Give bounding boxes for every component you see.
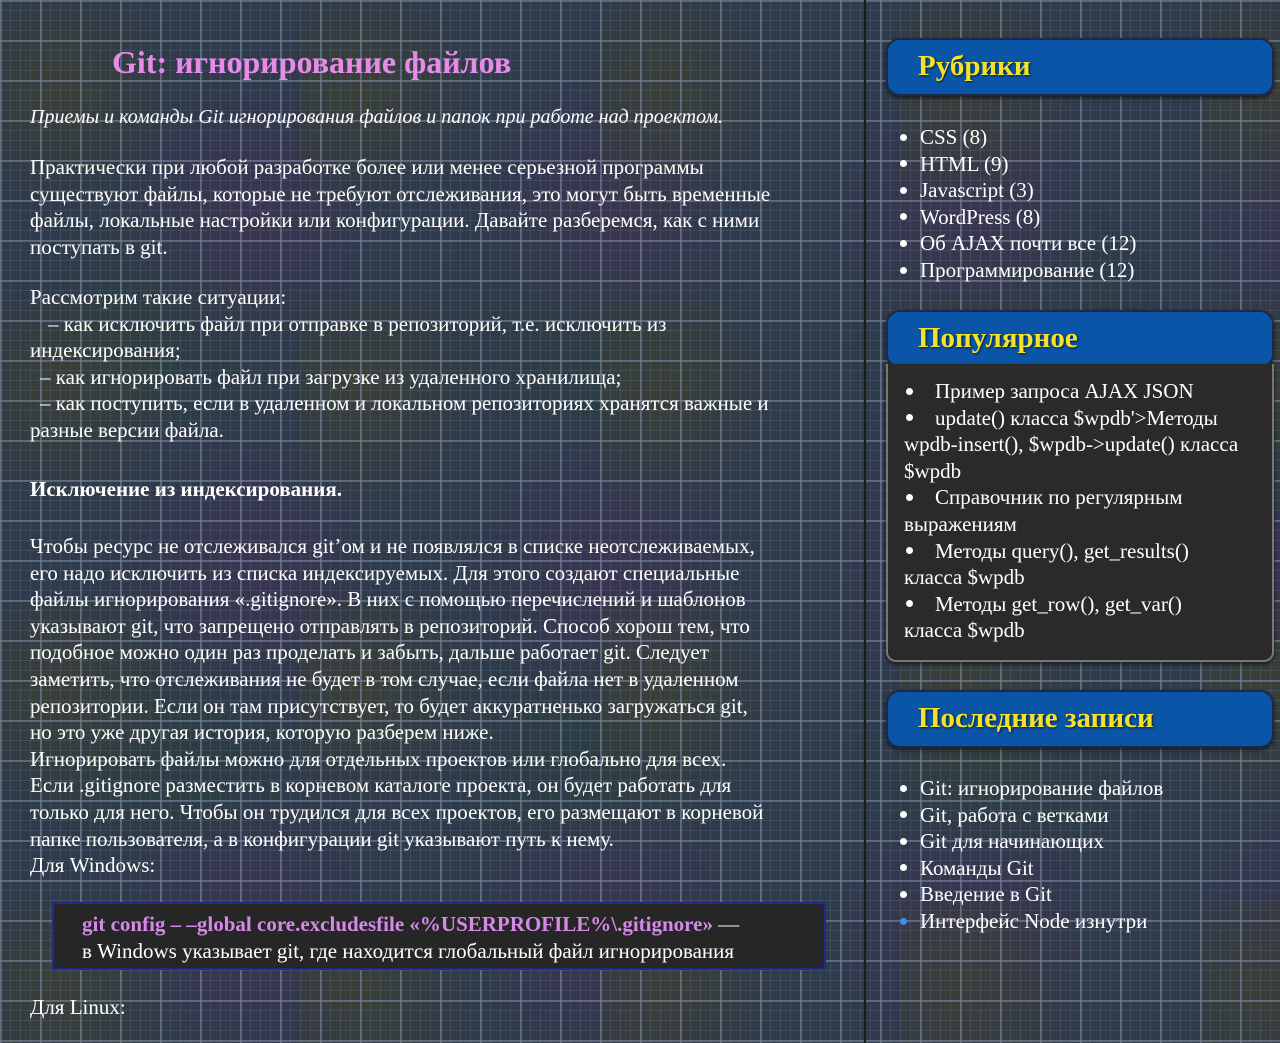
body-line: Для Windows: — [30, 853, 156, 878]
intro-line: файлы, локальные настройки или конфигурации. Давайте разберемся, как с ними — [30, 208, 760, 233]
bullet-icon — [900, 891, 907, 898]
situations-intro: Рассмотрим такие ситуации: — [30, 285, 287, 309]
situation-line: – как поступить, если в удаленном и локальном репозиториях хранятся важные и — [40, 391, 769, 416]
popular-link[interactable]: Справочник по регулярным — [935, 485, 1183, 510]
popular-item[interactable] — [904, 538, 1272, 591]
recent-item[interactable] — [900, 855, 1163, 882]
popular-link-cont[interactable]: выражениям — [904, 511, 1017, 536]
body-line: но это уже другая история, которую разберем ниже. — [30, 720, 494, 745]
post-subtitle: Приемы и команды Git игнорирования файлов и папок при работе над проектом. — [30, 106, 724, 128]
popular-link[interactable]: Методы get_row(), get_var() — [935, 591, 1182, 616]
body-line: Игнорировать файлы можно для отдельных проектов или глобально для всех. — [30, 746, 727, 771]
bullet-icon — [900, 213, 907, 220]
popular-link-cont[interactable]: $wpdb — [904, 458, 962, 483]
bullet-icon — [900, 838, 907, 845]
bullet-icon — [900, 187, 907, 194]
code-line — [82, 911, 796, 938]
bullet-icon — [900, 785, 907, 792]
body-line: его надо исключить из списка индексируемых. Для этого создают специальные — [30, 560, 740, 585]
bullet-icon — [900, 240, 907, 247]
body-line: файлы игнорирования «.gitignore». В них с помощью перечислений и шаблонов — [30, 587, 746, 612]
recent-link[interactable]: Команды Git — [920, 855, 1034, 880]
popular-item[interactable] — [904, 591, 1272, 644]
code-command: git config – –global core.excludesfile «%USERPROFILE%\.gitignore» — [82, 912, 713, 936]
code-description: в Windows указывает git, где находится глобальный файл игнорирования — [82, 938, 735, 963]
bullet-icon — [900, 267, 907, 274]
popular-link-cont[interactable]: класса $wpdb — [904, 565, 1025, 590]
category-link[interactable]: Программирование (12) — [920, 257, 1135, 282]
intro-line: Практически при любой разработке более или менее серьезной программы — [30, 155, 704, 179]
category-link[interactable]: Javascript (3) — [920, 178, 1034, 203]
intro-line: поступать в git. — [30, 234, 168, 259]
recent-posts-list — [900, 775, 1163, 935]
body-line: подобное можно один раз проделать и забыть, дальше работает git. Следует — [30, 640, 709, 665]
post-title: Git: игнорирование файлов — [112, 44, 512, 80]
popular-widget-title: Популярное — [886, 310, 1274, 368]
situation-line: – как исключить файл при отправке в репозиторий, т.е. исключить из — [48, 311, 667, 336]
popular-item[interactable] — [904, 484, 1272, 537]
body-line: Если .gitignore разместить в корневом каталоге проекта, он будет работать для — [30, 773, 732, 798]
recent-widget-title: Последние записи — [886, 690, 1274, 748]
body-line: указывают git, что запрещено отправлять в репозиторий. Способ хорош тем, что — [30, 613, 750, 638]
bullet-icon — [900, 160, 907, 167]
popular-item[interactable] — [904, 378, 1272, 405]
recent-item[interactable] — [900, 908, 1163, 935]
recent-item[interactable] — [900, 802, 1163, 829]
bullet-icon — [906, 600, 913, 607]
sidebar — [866, 0, 1280, 1043]
bullet-icon — [900, 811, 907, 818]
body-line: Чтобы ресурс не отслеживался git’ом и не появлялся в списке неотслеживаемых, — [30, 534, 755, 558]
bullet-icon — [906, 547, 913, 554]
popular-link[interactable]: Методы query(), get_results() — [935, 538, 1189, 563]
situation-line: разные версии файла. — [30, 417, 224, 442]
section-body — [30, 533, 855, 879]
category-item[interactable] — [900, 124, 1136, 151]
category-item[interactable] — [900, 151, 1136, 178]
popular-link-cont[interactable]: класса $wpdb — [904, 618, 1025, 643]
bullet-icon — [906, 494, 913, 501]
linux-label: Для Linux: — [30, 995, 126, 1019]
category-item[interactable] — [900, 257, 1136, 284]
category-link[interactable]: HTML (9) — [920, 151, 1009, 176]
bullet-icon — [906, 388, 913, 395]
category-item[interactable] — [900, 230, 1136, 257]
body-line: заметить, что отслеживания не будет в том случае, если файла нет в удаленном — [30, 666, 739, 691]
popular-list — [904, 378, 1272, 644]
category-link[interactable]: WordPress (8) — [920, 204, 1041, 229]
category-item[interactable] — [900, 204, 1136, 231]
popular-box — [886, 364, 1274, 662]
categories-widget-title: Рубрики — [886, 38, 1274, 96]
popular-link[interactable]: Пример запроса AJAX JSON — [935, 379, 1194, 403]
body-line: папке пользователя, а в конфигурации git указывают путь к нему. — [30, 826, 614, 851]
situation-line: индексирования; — [30, 338, 181, 363]
body-line: репозитории. Если он там присутствует, то будет аккуратненько загружаться git, — [30, 693, 748, 718]
bullet-icon — [900, 134, 907, 141]
recent-link[interactable]: Git: игнорирование файлов — [920, 776, 1164, 800]
bullet-icon — [906, 414, 913, 421]
categories-list — [900, 124, 1136, 284]
popular-link[interactable]: update() класса $wpdb'>Методы — [935, 405, 1218, 430]
bullet-icon — [900, 918, 907, 925]
popular-item[interactable] — [904, 405, 1272, 485]
category-link[interactable]: Об AJAX почти все (12) — [920, 231, 1137, 256]
recent-item[interactable] — [900, 828, 1163, 855]
code-dash: — — [712, 912, 740, 936]
category-item[interactable] — [900, 177, 1136, 204]
intro-paragraph — [30, 154, 855, 260]
intro-line: существуют файлы, которые не требуют отслеживания, это могут быть временные — [30, 181, 771, 206]
recent-link[interactable]: Git, работа с ветками — [920, 802, 1109, 827]
section-heading: Исключение из индексирования. — [30, 477, 342, 501]
recent-item[interactable] — [900, 775, 1163, 802]
body-line: только для него. Чтобы он трудился для всех проектов, его размещают в корневой — [30, 799, 764, 824]
recent-link[interactable]: Интерфейс Node изнутри — [920, 908, 1148, 933]
popular-link-cont[interactable]: wpdb-insert(), $wpdb->update() класса — [904, 432, 1239, 457]
recent-item[interactable] — [900, 881, 1163, 908]
code-block — [52, 902, 826, 970]
bullet-icon — [900, 864, 907, 871]
situations-paragraph — [30, 284, 855, 444]
recent-link[interactable]: Git для начинающих — [920, 829, 1104, 854]
situation-line: – как игнорировать файл при загрузке из удаленного хранилища; — [40, 364, 622, 389]
category-link[interactable]: CSS (8) — [920, 125, 988, 149]
recent-link[interactable]: Введение в Git — [920, 882, 1052, 907]
